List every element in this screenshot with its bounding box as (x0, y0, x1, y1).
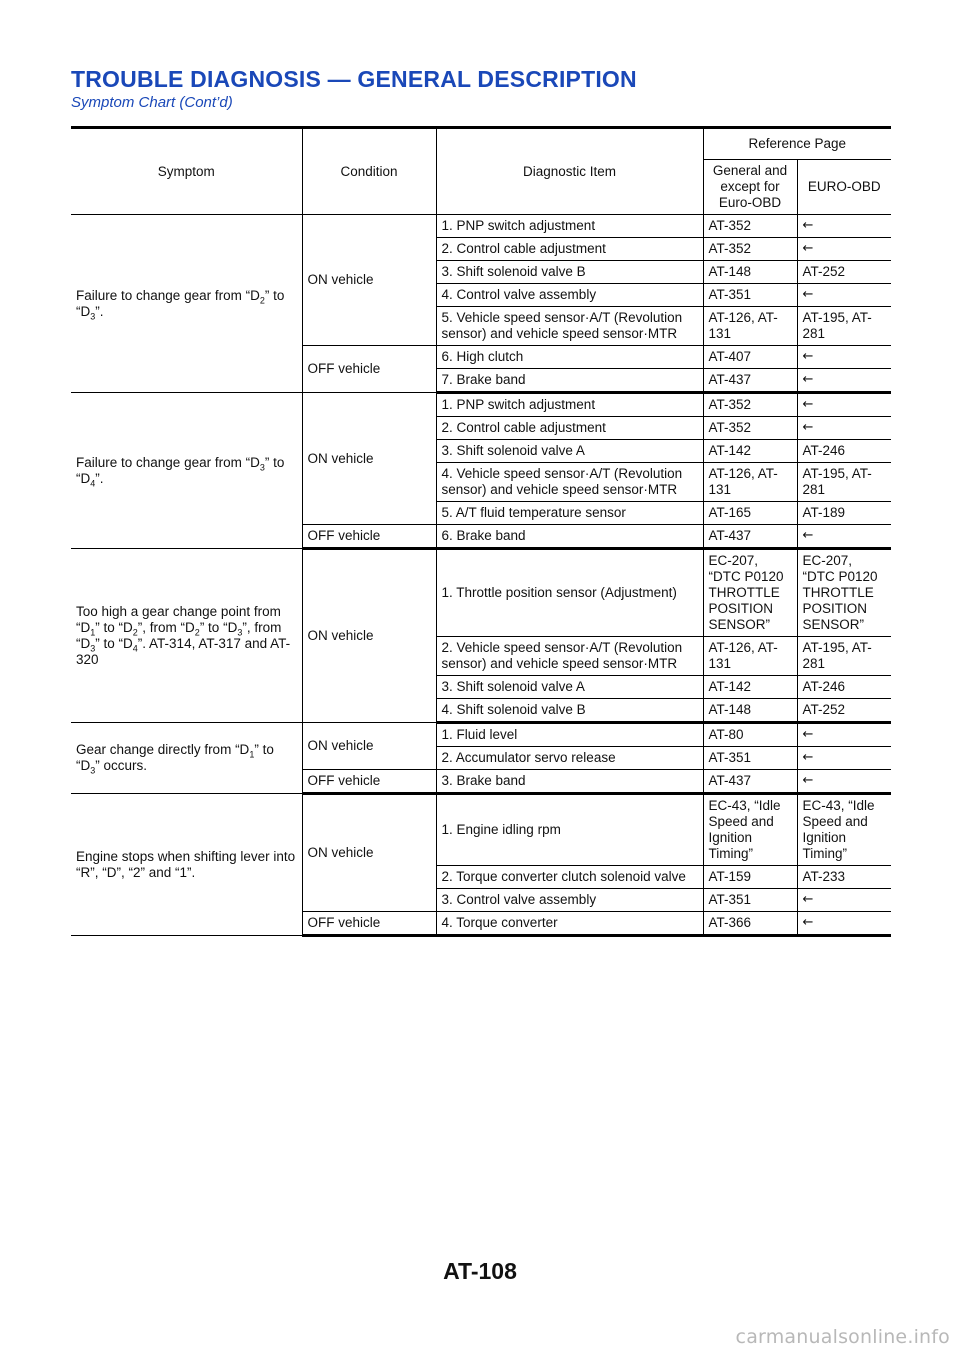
diagnostic-item-cell: 4. Control valve assembly (436, 284, 703, 307)
page-title: TROUBLE DIAGNOSIS — GENERAL DESCRIPTION (71, 66, 637, 92)
symptom-text: ” occurs. (95, 758, 148, 773)
condition-cell: OFF vehicle (302, 912, 436, 936)
diagnostic-item-cell: 5. Vehicle speed sensor·A/T (Revolution sensor) and vehicle speed sensor·MTR (436, 307, 703, 346)
diagnostic-item-cell: 1. Engine idling rpm (436, 794, 703, 866)
diagnostic-item-cell: 2. Control cable adjustment (436, 238, 703, 261)
diagnostic-item-cell: 1. PNP switch adjustment (436, 215, 703, 238)
col-header-diagnostic-item: Diagnostic Item (436, 128, 703, 215)
general-ref-cell: AT-142 (703, 676, 797, 699)
subscript: 3 (90, 643, 96, 654)
diagnostic-item-cell: 3. Shift solenoid valve B (436, 261, 703, 284)
general-ref-cell: AT-351 (703, 889, 797, 912)
diagnostic-item-cell: 2. Accumulator servo release (436, 747, 703, 770)
diagnostic-item-cell: 4. Torque converter (436, 912, 703, 936)
euro-obd-ref-cell: AT-252 (797, 699, 891, 723)
general-ref-cell: AT-437 (703, 525, 797, 549)
symptom-text: Failure to change gear from “D (76, 454, 260, 470)
table-row (71, 549, 891, 637)
watermark: carmanualsonline.info (735, 1326, 950, 1348)
euro-obd-ref-cell: ← (797, 770, 891, 794)
table-row (71, 215, 891, 238)
euro-obd-ref-cell: ← (797, 889, 891, 912)
condition-cell: OFF vehicle (302, 770, 436, 794)
general-ref-cell: AT-80 (703, 723, 797, 747)
symptom-cell (71, 549, 302, 723)
euro-obd-ref-cell: EC-207, “DTC P0120 THROTTLE POSITION SENSOR” (797, 549, 891, 637)
symptom-text: ” to “D (76, 287, 285, 319)
subscript: 2 (194, 627, 200, 638)
symptom-chart-table (71, 126, 891, 937)
diagnostic-item-cell: 7. Brake band (436, 369, 703, 393)
symptom-text: ” to “D (95, 619, 133, 635)
general-ref-cell: AT-126, AT-131 (703, 307, 797, 346)
general-ref-cell: EC-207, “DTC P0120 THROTTLE POSITION SENSOR” (703, 549, 797, 637)
euro-obd-ref-cell: ← (797, 369, 891, 393)
symptom-text: ” to “D (76, 454, 285, 486)
euro-obd-ref-cell: ← (797, 723, 891, 747)
general-ref-cell: AT-437 (703, 369, 797, 393)
general-ref-cell: AT-159 (703, 866, 797, 889)
symptom-cell (71, 723, 302, 794)
condition-cell: ON vehicle (302, 393, 436, 525)
symptom-text: ”, from “D (137, 619, 195, 635)
col-header-symptom: Symptom (71, 128, 302, 215)
diagnostic-item-cell: 2. Torque converter clutch solenoid valve (436, 866, 703, 889)
general-ref-cell: AT-351 (703, 747, 797, 770)
general-ref-cell: AT-437 (703, 770, 797, 794)
general-ref-cell: AT-126, AT-131 (703, 637, 797, 676)
subscript: 1 (90, 627, 96, 638)
general-ref-cell: AT-366 (703, 912, 797, 936)
col-header-reference-page: Reference Page (703, 128, 891, 160)
symptom-cell (71, 215, 302, 393)
euro-obd-ref-cell: AT-246 (797, 440, 891, 463)
page-number: AT-108 (443, 1258, 517, 1284)
general-ref-cell: AT-351 (703, 284, 797, 307)
symptom-text: Failure to change gear from “D (76, 287, 260, 303)
subscript: 3 (90, 311, 96, 322)
euro-obd-ref-cell: AT-195, AT-281 (797, 463, 891, 502)
euro-obd-ref-cell: AT-195, AT-281 (797, 637, 891, 676)
symptom-text: ”. AT-314, AT-317 and AT-320 (76, 635, 291, 667)
symptom-text: ” to “D (199, 619, 238, 635)
subscript: 3 (259, 462, 265, 473)
chart-body (71, 215, 891, 936)
diagnostic-item-cell: 3. Control valve assembly (436, 889, 703, 912)
euro-obd-ref-cell: AT-195, AT-281 (797, 307, 891, 346)
col-header-euro-obd: EURO-OBD (797, 160, 891, 215)
table-row (71, 723, 891, 747)
general-ref-cell: AT-148 (703, 261, 797, 284)
general-ref-cell: AT-352 (703, 417, 797, 440)
diagnostic-item-cell: 4. Vehicle speed sensor·A/T (Revolution sensor) and vehicle speed sensor·MTR (436, 463, 703, 502)
subscript: 2 (132, 627, 138, 638)
diagnostic-item-cell: 1. PNP switch adjustment (436, 393, 703, 417)
symptom-text: ” to “D (76, 742, 274, 773)
symptom-text: ”. (95, 470, 104, 486)
diagnostic-item-cell: 5. A/T fluid temperature sensor (436, 502, 703, 525)
general-ref-cell: AT-148 (703, 699, 797, 723)
col-header-condition: Condition (302, 128, 436, 215)
symptom-text: ”. (95, 303, 104, 319)
symptom-text: Engine stops when shifting lever into “R”, “D”, “2” and “1”. (76, 848, 296, 880)
diagnostic-item-cell: 2. Control cable adjustment (436, 417, 703, 440)
euro-obd-ref-cell: ← (797, 417, 891, 440)
diagnostic-item-cell: 6. High clutch (436, 346, 703, 369)
condition-cell: ON vehicle (302, 723, 436, 770)
diagnostic-item-cell: 2. Vehicle speed sensor·A/T (Revolution sensor) and vehicle speed sensor·MTR (436, 637, 703, 676)
euro-obd-ref-cell: AT-189 (797, 502, 891, 525)
table-row (71, 794, 891, 866)
symptom-text: ”, from “D (76, 619, 282, 651)
diagnostic-item-cell: 3. Shift solenoid valve A (436, 440, 703, 463)
diagnostic-item-cell: 1. Throttle position sensor (Adjustment) (436, 549, 703, 637)
euro-obd-ref-cell: ← (797, 284, 891, 307)
general-ref-cell: AT-165 (703, 502, 797, 525)
diagnostic-item-cell: 3. Brake band (436, 770, 703, 794)
euro-obd-ref-cell: ← (797, 747, 891, 770)
condition-cell: OFF vehicle (302, 525, 436, 549)
symptom-text: Gear change directly from “D (76, 742, 250, 757)
table-row (71, 393, 891, 417)
subscript: 3 (237, 627, 243, 638)
general-ref-cell: AT-126, AT-131 (703, 463, 797, 502)
euro-obd-ref-cell: EC-43, “Idle Speed and Ignition Timing” (797, 794, 891, 866)
subscript: 3 (90, 765, 96, 776)
condition-cell: ON vehicle (302, 794, 436, 912)
symptom-cell (71, 393, 302, 549)
page-subtitle: Symptom Chart (Cont’d) (71, 94, 233, 111)
symptom-cell (71, 794, 302, 936)
diagnostic-item-cell: 4. Shift solenoid valve B (436, 699, 703, 723)
euro-obd-ref-cell: AT-246 (797, 676, 891, 699)
diagnostic-item-cell: 1. Fluid level (436, 723, 703, 747)
subscript: 4 (132, 643, 138, 654)
euro-obd-ref-cell: ← (797, 346, 891, 369)
general-ref-cell: AT-352 (703, 393, 797, 417)
general-ref-cell: AT-142 (703, 440, 797, 463)
diagnostic-item-cell: 6. Brake band (436, 525, 703, 549)
diagnostic-item-cell: 3. Shift solenoid valve A (436, 676, 703, 699)
condition-cell: ON vehicle (302, 549, 436, 723)
general-ref-cell: AT-407 (703, 346, 797, 369)
euro-obd-ref-cell: ← (797, 215, 891, 238)
symptom-text: Too high a gear change point from “D (76, 603, 281, 635)
euro-obd-ref-cell: AT-252 (797, 261, 891, 284)
euro-obd-ref-cell: AT-233 (797, 866, 891, 889)
general-ref-cell: AT-352 (703, 238, 797, 261)
euro-obd-ref-cell: ← (797, 393, 891, 417)
subscript: 4 (90, 478, 96, 489)
euro-obd-ref-cell: ← (797, 238, 891, 261)
euro-obd-ref-cell: ← (797, 525, 891, 549)
condition-cell: ON vehicle (302, 215, 436, 346)
condition-cell: OFF vehicle (302, 346, 436, 393)
symptom-text: ” to “D (95, 635, 133, 651)
subscript: 2 (259, 295, 265, 306)
general-ref-cell: EC-43, “Idle Speed and Ignition Timing” (703, 794, 797, 866)
col-header-general: General and except for Euro-OBD (703, 160, 797, 215)
euro-obd-ref-cell: ← (797, 912, 891, 936)
general-ref-cell: AT-352 (703, 215, 797, 238)
subscript: 1 (249, 749, 255, 760)
